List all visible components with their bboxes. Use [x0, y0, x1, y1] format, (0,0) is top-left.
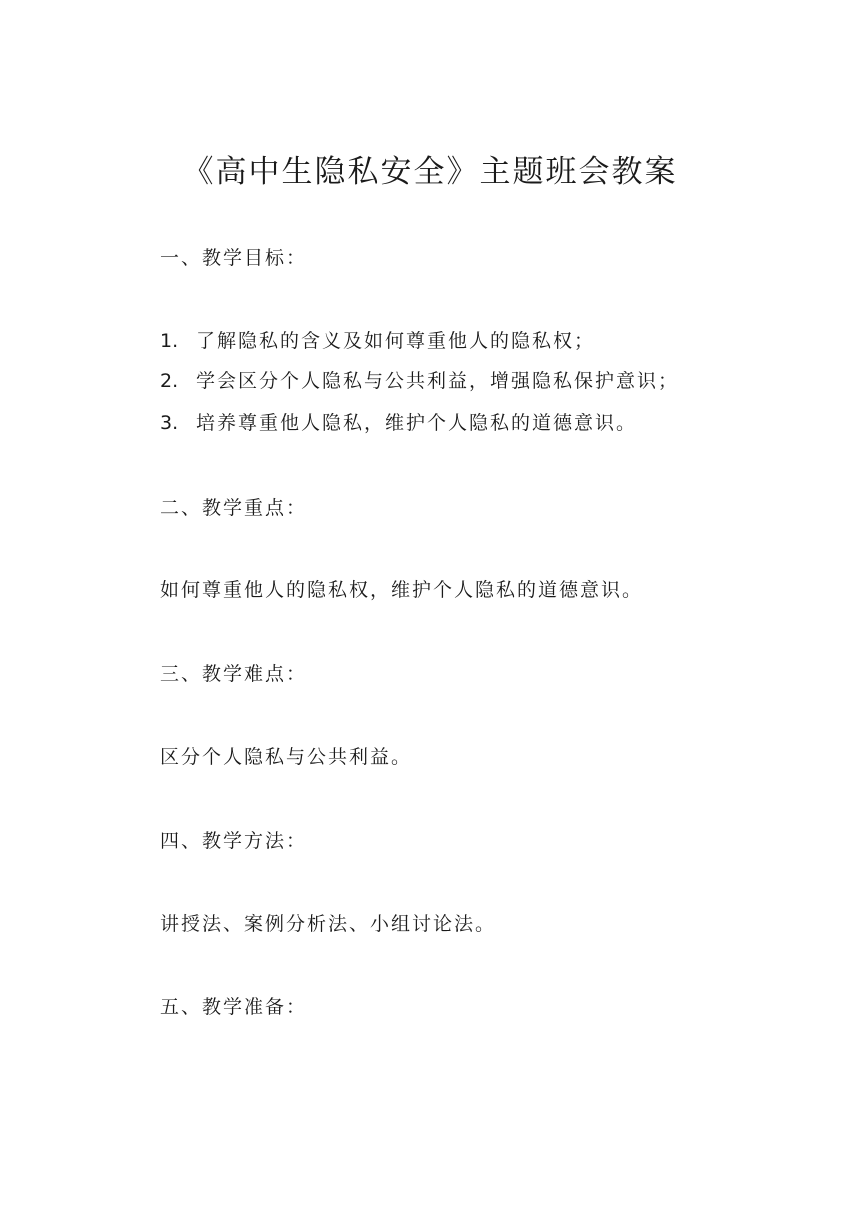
section-body-methods: 讲授法、案例分析法、小组讨论法。 [160, 913, 497, 935]
list-number: 3. [160, 412, 179, 434]
objective-item-3 [160, 409, 637, 437]
section-heading-objectives: 一、教学目标： [160, 247, 308, 269]
objective-item-2 [160, 367, 679, 395]
document-title: 《高中生隐私安全》主题班会教案 [182, 154, 678, 190]
section-body-difficulties: 区分个人隐私与公共利益。 [160, 746, 413, 768]
section-heading-preparation: 五、教学准备： [160, 996, 308, 1018]
section-body-key-points: 如何尊重他人的隐私权，维护个人隐私的道德意识。 [160, 579, 644, 601]
objective-item-1 [160, 327, 595, 355]
section-heading-key-points: 二、教学重点： [160, 497, 308, 519]
list-number: 1. [160, 330, 179, 352]
list-number: 2. [160, 370, 179, 392]
section-heading-methods: 四、教学方法： [160, 830, 308, 852]
list-text: 培养尊重他人隐私，维护个人隐私的道德意识。 [196, 412, 638, 434]
list-text: 了解隐私的含义及如何尊重他人的隐私权； [196, 330, 596, 352]
list-text: 学会区分个人隐私与公共利益，增强隐私保护意识； [196, 370, 680, 392]
section-heading-difficulties: 三、教学难点： [160, 663, 308, 685]
